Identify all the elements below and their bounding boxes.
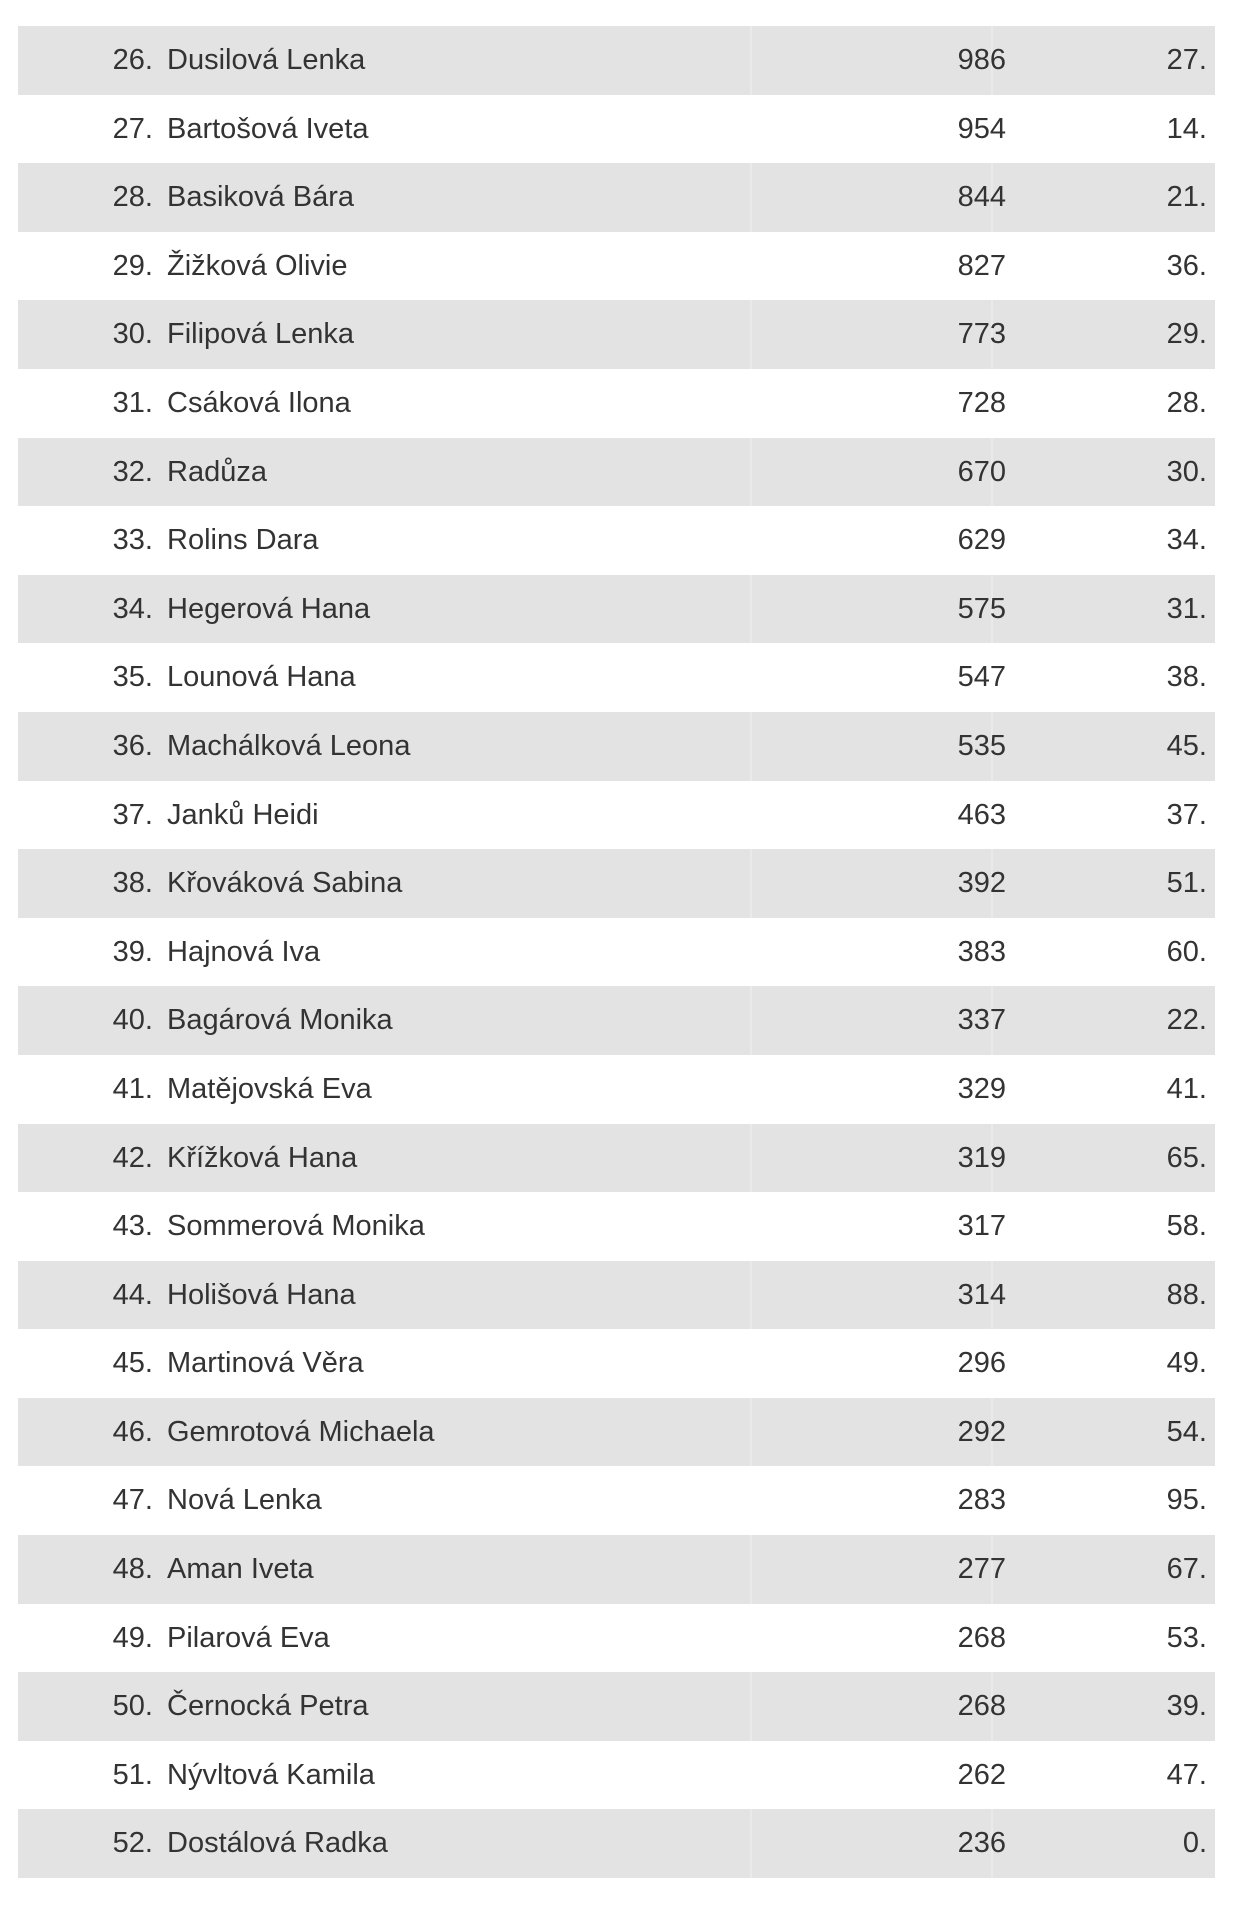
table-row xyxy=(18,643,1215,712)
name-cell: Matějovská Eva xyxy=(167,1072,372,1105)
table-row xyxy=(18,1124,1215,1193)
previous-rank-cell: 60. xyxy=(1166,935,1207,968)
table-row xyxy=(18,438,1215,507)
name-cell: Machálková Leona xyxy=(167,729,411,762)
name-cell: Aman Iveta xyxy=(167,1553,314,1586)
name-cell: Nová Lenka xyxy=(167,1484,322,1517)
name-cell: Pilarová Eva xyxy=(167,1621,330,1654)
name-cell: Sommerová Monika xyxy=(167,1210,425,1243)
table-row xyxy=(18,712,1215,781)
table-row xyxy=(18,1809,1215,1878)
table-row xyxy=(18,163,1215,232)
previous-rank-cell: 51. xyxy=(1166,867,1207,900)
points-cell: 827 xyxy=(957,249,1006,282)
table-row xyxy=(18,1466,1215,1535)
table-row xyxy=(18,1741,1215,1810)
previous-rank-cell: 38. xyxy=(1166,661,1207,694)
table-row xyxy=(18,300,1215,369)
name-cell: Rolins Dara xyxy=(167,524,319,557)
table-row xyxy=(18,95,1215,164)
name-cell: Martinová Věra xyxy=(167,1347,364,1380)
rank-cell: 46. xyxy=(112,1415,153,1448)
table-row xyxy=(18,1055,1215,1124)
rank-cell: 29. xyxy=(112,249,153,282)
previous-rank-cell: 49. xyxy=(1166,1347,1207,1380)
rank-cell: 39. xyxy=(112,935,153,968)
previous-rank-cell: 58. xyxy=(1166,1210,1207,1243)
rank-cell: 51. xyxy=(112,1758,153,1791)
points-cell: 535 xyxy=(957,729,1006,762)
name-cell: Hegerová Hana xyxy=(167,592,371,625)
points-cell: 337 xyxy=(957,1004,1006,1037)
rank-cell: 32. xyxy=(112,455,153,488)
points-cell: 844 xyxy=(957,181,1006,214)
table-row xyxy=(18,918,1215,987)
points-cell: 314 xyxy=(957,1278,1006,1311)
name-cell: Křížková Hana xyxy=(167,1141,358,1174)
points-cell: 317 xyxy=(957,1210,1006,1243)
points-cell: 296 xyxy=(957,1347,1006,1380)
rank-cell: 38. xyxy=(112,867,153,900)
points-cell: 986 xyxy=(957,44,1006,76)
rank-cell: 40. xyxy=(112,1004,153,1037)
previous-rank-cell: 45. xyxy=(1166,729,1207,762)
points-cell: 262 xyxy=(957,1758,1006,1791)
previous-rank-cell: 14. xyxy=(1166,112,1207,145)
table-row xyxy=(18,1261,1215,1330)
points-cell: 292 xyxy=(957,1415,1006,1448)
rank-cell: 27. xyxy=(112,112,153,145)
rank-cell: 42. xyxy=(112,1141,153,1174)
name-cell: Černocká Petra xyxy=(167,1690,369,1723)
table-row xyxy=(18,1192,1215,1261)
points-cell: 277 xyxy=(957,1553,1006,1586)
rank-cell: 44. xyxy=(112,1278,153,1311)
previous-rank-cell: 39. xyxy=(1166,1690,1207,1723)
name-cell: Dusilová Lenka xyxy=(167,44,366,76)
rank-cell: 45. xyxy=(112,1347,153,1380)
name-cell: Nývltová Kamila xyxy=(167,1758,375,1791)
rank-cell: 35. xyxy=(112,661,153,694)
table-row xyxy=(18,506,1215,575)
name-cell: Csáková Ilona xyxy=(167,386,351,419)
table-row xyxy=(18,232,1215,301)
previous-rank-cell: 54. xyxy=(1166,1415,1207,1448)
points-cell: 392 xyxy=(957,867,1006,900)
rank-cell: 26. xyxy=(112,44,153,76)
rank-cell: 33. xyxy=(112,524,153,557)
ranking-table xyxy=(18,26,1215,1878)
table-row xyxy=(18,849,1215,918)
rank-cell: 48. xyxy=(112,1553,153,1586)
previous-rank-cell: 22. xyxy=(1166,1004,1207,1037)
rank-cell: 49. xyxy=(112,1621,153,1654)
previous-rank-cell: 37. xyxy=(1166,798,1207,831)
previous-rank-cell: 41. xyxy=(1166,1072,1207,1105)
previous-rank-cell: 67. xyxy=(1166,1553,1207,1586)
previous-rank-cell: 95. xyxy=(1166,1484,1207,1517)
previous-rank-cell: 34. xyxy=(1166,524,1207,557)
name-cell: Gemrotová Michaela xyxy=(167,1415,435,1448)
points-cell: 236 xyxy=(957,1827,1006,1860)
rank-cell: 47. xyxy=(112,1484,153,1517)
table-row xyxy=(18,575,1215,644)
name-cell: Žižková Olivie xyxy=(167,249,348,282)
previous-rank-cell: 31. xyxy=(1166,592,1207,625)
table-row xyxy=(18,1672,1215,1741)
points-cell: 268 xyxy=(957,1621,1006,1654)
table-row xyxy=(18,986,1215,1055)
points-cell: 629 xyxy=(957,524,1006,557)
table-row xyxy=(18,1535,1215,1604)
rank-cell: 36. xyxy=(112,729,153,762)
table-row xyxy=(18,26,1215,95)
name-cell: Bartošová Iveta xyxy=(167,112,369,145)
rank-cell: 28. xyxy=(112,181,153,214)
points-cell: 670 xyxy=(957,455,1006,488)
previous-rank-cell: 65. xyxy=(1166,1141,1207,1174)
points-cell: 463 xyxy=(957,798,1006,831)
table-row xyxy=(18,781,1215,850)
points-cell: 728 xyxy=(957,386,1006,419)
previous-rank-cell: 0. xyxy=(1182,1827,1207,1860)
previous-rank-cell: 36. xyxy=(1166,249,1207,282)
points-cell: 773 xyxy=(957,318,1006,351)
table-row xyxy=(18,1329,1215,1398)
name-cell: Holišová Hana xyxy=(167,1278,356,1311)
name-cell: Janků Heidi xyxy=(167,798,319,831)
previous-rank-cell: 53. xyxy=(1166,1621,1207,1654)
points-cell: 383 xyxy=(957,935,1006,968)
points-cell: 283 xyxy=(957,1484,1006,1517)
points-cell: 319 xyxy=(957,1141,1006,1174)
name-cell: Basiková Bára xyxy=(167,181,354,214)
rank-cell: 34. xyxy=(112,592,153,625)
previous-rank-cell: 29. xyxy=(1166,318,1207,351)
previous-rank-cell: 88. xyxy=(1166,1278,1207,1311)
previous-rank-cell: 28. xyxy=(1166,386,1207,419)
rank-cell: 31. xyxy=(112,386,153,419)
name-cell: Bagárová Monika xyxy=(167,1004,393,1037)
name-cell: Dostálová Radka xyxy=(167,1827,388,1860)
rank-cell: 52. xyxy=(112,1827,153,1860)
table-row xyxy=(18,1604,1215,1673)
rank-cell: 41. xyxy=(112,1072,153,1105)
previous-rank-cell: 27. xyxy=(1166,44,1207,76)
rank-cell: 43. xyxy=(112,1210,153,1243)
points-cell: 575 xyxy=(957,592,1006,625)
name-cell: Hajnová Iva xyxy=(167,935,321,968)
rank-cell: 50. xyxy=(112,1690,153,1723)
name-cell: Radůza xyxy=(167,455,267,488)
name-cell: Křováková Sabina xyxy=(167,867,403,900)
previous-rank-cell: 30. xyxy=(1166,455,1207,488)
name-cell: Filipová Lenka xyxy=(167,318,354,351)
points-cell: 547 xyxy=(957,661,1006,694)
previous-rank-cell: 47. xyxy=(1166,1758,1207,1791)
table-row xyxy=(18,369,1215,438)
name-cell: Lounová Hana xyxy=(167,661,356,694)
rank-cell: 37. xyxy=(112,798,153,831)
rank-cell: 30. xyxy=(112,318,153,351)
previous-rank-cell: 21. xyxy=(1166,181,1207,214)
points-cell: 329 xyxy=(957,1072,1006,1105)
points-cell: 268 xyxy=(957,1690,1006,1723)
points-cell: 954 xyxy=(957,112,1006,145)
table-row xyxy=(18,1398,1215,1467)
